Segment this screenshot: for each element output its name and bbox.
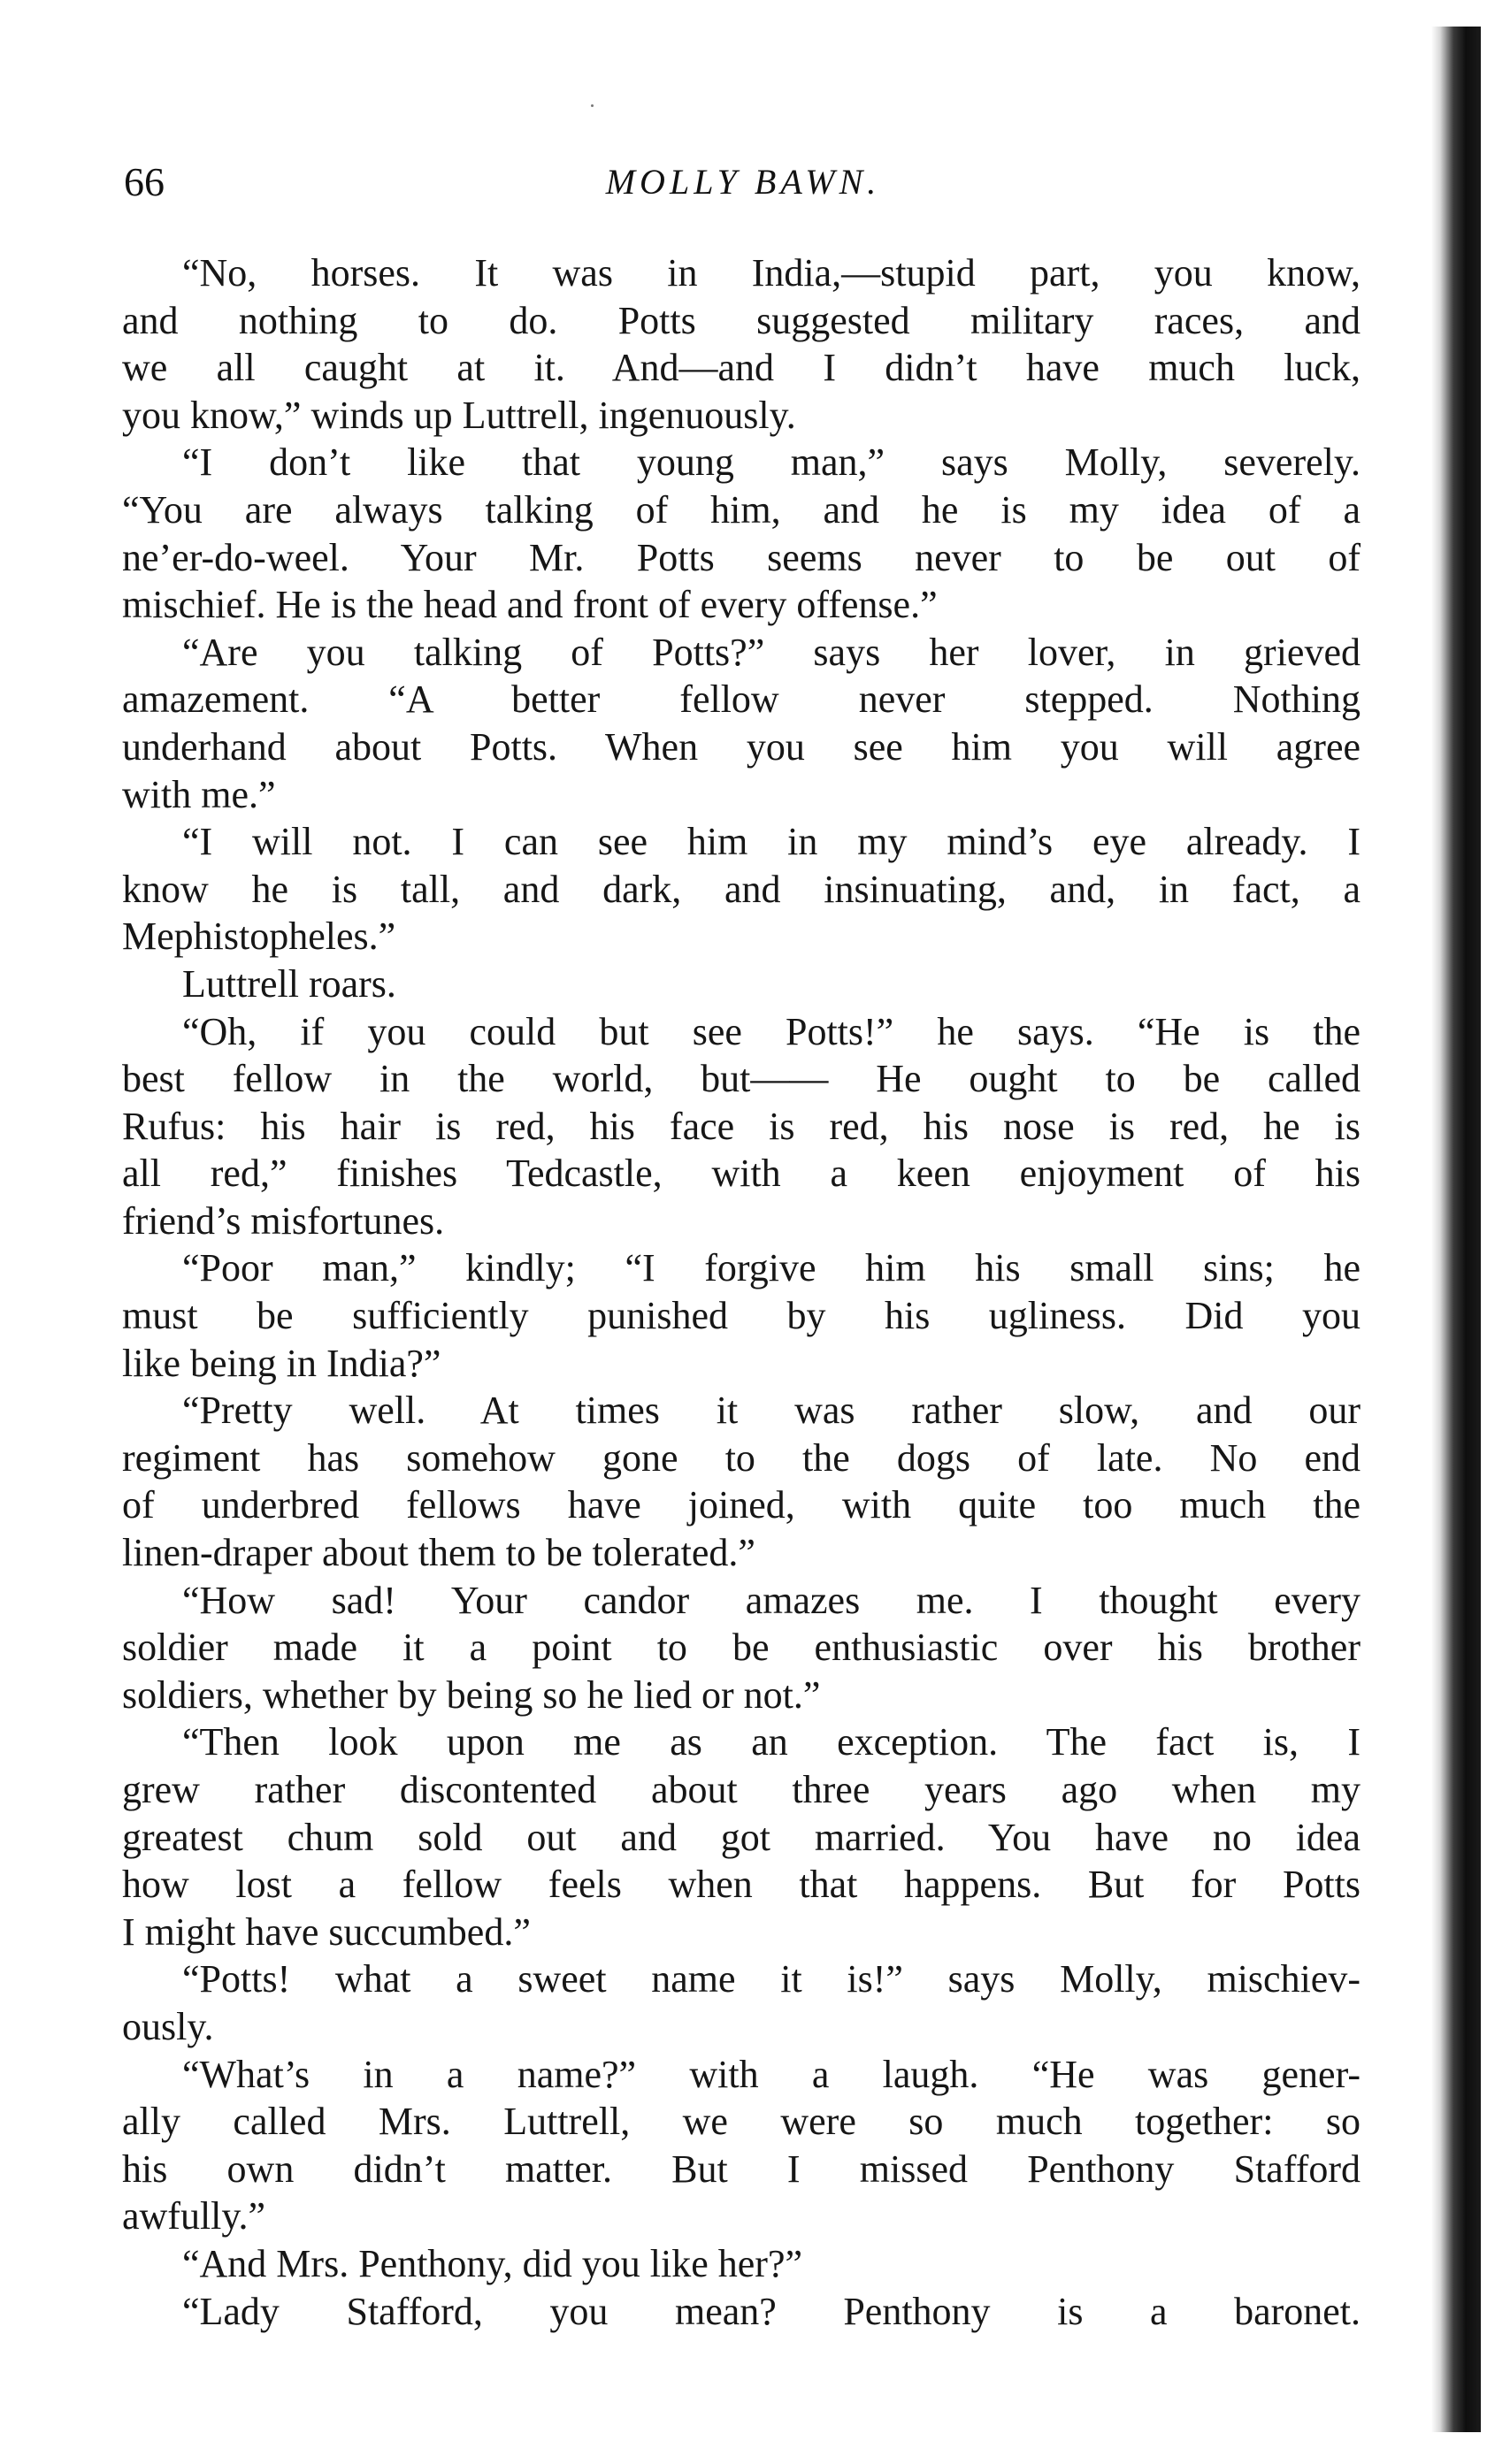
text-line: grew rather discontented about three years ago when my — [122, 1768, 1361, 1811]
text-line: “How sad! Your candor amazes me. I thought every — [182, 1578, 1361, 1622]
text-line: “Oh, if you could but see Potts!” he says. “He is the — [182, 1009, 1361, 1053]
text-line: soldiers, whether by being so he lied or not.” — [122, 1672, 821, 1717]
page-number: 66 — [124, 159, 165, 204]
text-line: “Then look upon me as an exception. The fact is, I — [182, 1720, 1361, 1764]
text-line: “No, horses. It was in India,—stupid part, you know, — [182, 251, 1361, 295]
text-line: linen-draper about them to be tolerated.” — [122, 1531, 755, 1575]
text-line: “And Mrs. Penthony, did you like her?” — [182, 2241, 803, 2285]
text-line: “Potts! what a sweet name it is!” says Molly, mischiev- — [182, 1957, 1361, 2001]
body-text — [122, 249, 1361, 2335]
text-line: how lost a fellow feels when that happens. But for Potts — [122, 1863, 1361, 1907]
text-line: with me.” — [122, 772, 276, 816]
text-line: “What’s in a name?” with a laugh. “He was gener- — [182, 2052, 1361, 2096]
scan-speck — [591, 104, 594, 107]
text-line: greatest chum sold out and got married. You have no idea — [122, 1815, 1361, 1859]
text-line: must be sufficiently punished by his ugliness. Did you — [122, 1294, 1361, 1338]
text-line: and nothing to do. Potts suggested military races, and — [122, 298, 1361, 342]
text-line: I might have succumbed.” — [122, 1909, 531, 1954]
text-line: Mephistopheles.” — [122, 914, 396, 959]
text-line: friend’s misfortunes. — [122, 1198, 445, 1243]
text-line: like being in India?” — [122, 1341, 441, 1385]
text-line: ne’er-do-weel. Your Mr. Potts seems never to be out of — [122, 535, 1361, 579]
text-line: ously. — [122, 2004, 214, 2048]
text-line: “Lady Stafford, you mean? Penthony is a baronet. — [182, 2289, 1361, 2333]
text-line: you know,” winds up Luttrell, ingenuously. — [122, 393, 796, 437]
text-line: amazement. “A better fellow never stepped. Nothing — [122, 677, 1361, 722]
text-line: of underbred fellows have joined, with quite too much the — [122, 1483, 1361, 1527]
text-line: we all caught at it. And—and I didn’t have much luck, — [122, 346, 1361, 390]
text-line: underhand about Potts. When you see him you will agree — [122, 724, 1361, 769]
page-header — [124, 156, 1362, 209]
running-title: MOLLY BAWN. — [605, 162, 881, 202]
text-line: all red,” finishes Tedcastle, with a keen enjoyment of his — [122, 1152, 1361, 1196]
text-line: regiment has somehow gone to the dogs of late. No end — [122, 1435, 1361, 1480]
text-line: his own didn’t matter. But I missed Penthony Stafford — [122, 2146, 1361, 2191]
text-line: mischief. He is the head and front of every offense.” — [122, 583, 938, 627]
text-line: soldier made it a point to be enthusiastic over his brother — [122, 1626, 1361, 1670]
text-line: ally called Mrs. Luttrell, we were so much together: so — [122, 2100, 1361, 2144]
text-line: best fellow in the world, but—— He ought to be called — [122, 1057, 1361, 1101]
text-line: Luttrell roars. — [182, 961, 396, 1006]
text-line: awfully.” — [122, 2194, 266, 2238]
text-line: Rufus: his hair is red, his face is red, his nose is red, he is — [122, 1104, 1361, 1148]
text-line: “You are always talking of him, and he is my idea of a — [122, 487, 1361, 532]
scanned-page-edge-shadow — [1431, 27, 1481, 2432]
text-line: “I don’t like that young man,” says Molly, severely. — [182, 440, 1361, 485]
text-line: “Pretty well. At times it was rather slow, and our — [182, 1389, 1361, 1433]
text-line: know he is tall, and dark, and insinuating, and, in fact, a — [122, 867, 1361, 911]
text-line: “Are you talking of Potts?” says her lover, in grieved — [182, 630, 1361, 674]
text-line: “I will not. I can see him in my mind’s eye already. I — [182, 820, 1361, 864]
text-line: “Poor man,” kindly; “I forgive him his small sins; he — [182, 1246, 1361, 1290]
